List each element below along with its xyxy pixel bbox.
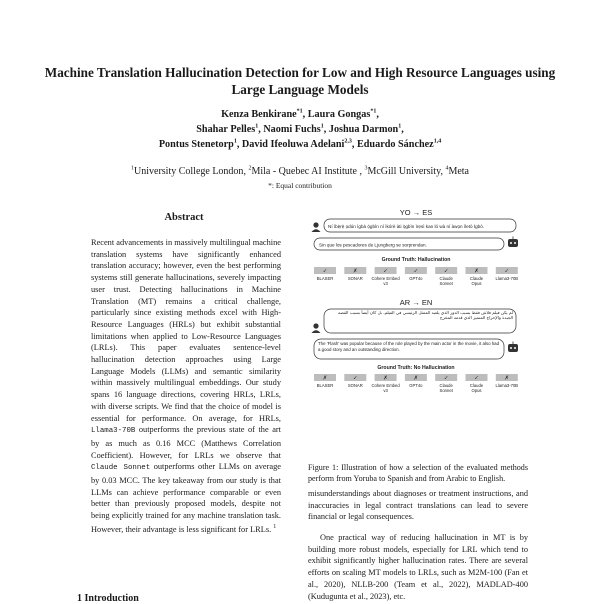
author-sup: 1,4 (433, 138, 442, 145)
author-name: Laura Gongas (307, 109, 371, 120)
author-sup: 2,3 (344, 138, 352, 145)
author-sup: *1 (370, 108, 377, 115)
check-icon: ✓ (352, 375, 358, 382)
paper-title: Machine Translation Hallucination Detection for Low and High Resource Languages using Large Language Models (44, 65, 556, 97)
model-label: Claude (469, 383, 484, 388)
model-label: Sonnet (439, 281, 453, 286)
author-line-1: Kenza Benkirane$^{*1}$, Laura Gongas$^{*1}$, (221, 108, 379, 120)
abstract-body (91, 237, 281, 535)
model-label: v3 (383, 281, 388, 286)
check-icon: ✓ (322, 268, 328, 275)
author-sup: 1 (320, 123, 324, 130)
model-name-code: Claude Sonnet (91, 464, 151, 473)
author-sup: 1 (233, 138, 237, 145)
abstract-text-2: outperforms the previous state of the art by as much as 0.16 MCC (Matthews Correlation Coefficient). However, for LRLs we observe that (91, 425, 281, 460)
cross-icon: ✗ (474, 268, 479, 275)
check-icon: ✓ (504, 268, 510, 275)
figure-caption: Figure 1: Illustration of how a selection of the evaluated methods perform from Yoruba to Spanish and from Arabic to English. (308, 463, 528, 484)
author-name: Eduardo Sánchez (356, 139, 434, 150)
affil-sup: 4 (445, 165, 449, 172)
author-line-3: Pontus Stenetorp$^1$, David Ifeoluwa Adelani$^{2,3}$, Eduardo Sánchez$^{1,4}$ (158, 138, 442, 150)
author-name: Naomi Fuchs (263, 124, 321, 135)
model-name-code: Llama3-70B (91, 427, 136, 436)
model-label: v3 (383, 388, 388, 393)
source-text-1: Ní ìbẹ̀rẹ̀ ọdún ìgbà ọ̀gbìn ní ìkórè àti ọ̀gbìn ìrẹsì kan ló wà ní àwọn ìletò Ìgbò. (328, 224, 485, 229)
affil-name: Meta (448, 166, 469, 177)
author-line-2: Shahar Pelles$^1$, Naomi Fuchs$^1$, Joshua Darmon$^1$, (196, 123, 404, 135)
model-label: SONAR (347, 383, 363, 388)
equal-contribution-note: *: Equal contribution (268, 181, 332, 190)
figure-1 (308, 206, 523, 460)
model-label: Claude (439, 276, 453, 281)
affil-sup: 2 (248, 165, 252, 172)
model-label: BLASER (316, 276, 334, 281)
ground-truth-label-2: Ground Truth: No Hallucination (377, 365, 455, 371)
direction-label-1: YO → ES (399, 208, 433, 217)
user-icon (312, 323, 321, 333)
affil-sup: 1 (131, 165, 134, 172)
translation-text-1: Sin que los pescadores de Ljungberg se sorprendan. (319, 242, 427, 248)
model-label: GPT4o (409, 383, 423, 388)
model-label: SONAR (347, 276, 363, 281)
body-paragraph-1: misunderstandings about diagnoses or treatment instructions, and inaccuracies in legal contract translations can lead to severe financial or legal consequences. (308, 489, 528, 522)
cross-icon: ✗ (322, 375, 328, 382)
check-icon: ✓ (443, 375, 449, 382)
abstract-text-3: outperforms other LLMs on average by 0.03 MCC. The key takeaway from our study is that LLMs can achieve performance comparable or even better than previously proposed models, despite not being explicitly trained for any machine translation task. However, their advantage is less significant for LRLs. (91, 462, 281, 534)
affil-name: McGill University (367, 166, 441, 177)
check-icon: ✓ (413, 268, 419, 275)
model-label: Sonnet (439, 388, 453, 393)
ground-truth-label-1: Ground Truth: Hallucination (381, 257, 451, 263)
affil-name: University College London (134, 166, 244, 177)
cross-icon: ✗ (352, 268, 358, 275)
cross-icon: ✗ (383, 375, 388, 382)
translation-text-2: The 'Flash' was popular because of the role played by the main actor in the movie, it also had a good story and an outstanding direction. (318, 341, 500, 352)
author-name: Joshua Darmon (328, 124, 399, 135)
author-name: Pontus Stenetorp (158, 139, 234, 150)
model-label: Opus (471, 281, 482, 286)
body-paragraph-2: One practical way of reducing hallucination in MT is by building more robust models, especially for LRL which tend to exhibit significantly higher hallucination rates. There are several efforts on scaling MT models to LRLs, such as M2M-100 (Fan et al., 2020), NLLB-200 (Team et al., 2022), MADLAD-400 (Kudugunta et al., 2023), etc. (308, 533, 528, 601)
author-sup: 1 (398, 123, 402, 130)
check-icon: ✓ (474, 375, 479, 382)
affiliations: $^1$University College London, $^2$Mila - Quebec AI Institute , $^3$McGill University, $^4$Meta (131, 165, 469, 177)
author-list (40, 107, 560, 152)
author-sup: 1 (255, 123, 259, 130)
abstract-heading: Abstract (164, 212, 204, 223)
section-heading: 1 Introduction (77, 593, 139, 604)
author-name: Shahar Pelles (196, 124, 256, 135)
cross-icon: ✗ (504, 375, 510, 382)
source-wrap (327, 310, 513, 332)
abstract-text-1: Recent advancements in massively multilingual machine translation systems have significantly enhanced translation accuracy; however, even the best performing systems still generate hallucinations, severely impacting user trust. Detecting hallucinations in Machine Translation (MT) remains a critical challenge, particularly since existing methods excel with High-Resource Languages (HRLs) but exhibit substantial limitations when applied to Low-Resource Languages (LRLs). This paper evaluates sentence-level hallucination detection approaches using Large Language Models (LLMs) and semantic similarity within massively multilingual embeddings. Our study spans 16 language directions, covering HRLs, LRLs, with diverse scripts. We find that the choice of model is essential for performance. On average, for HRLs, (91, 238, 281, 423)
model-label: BLASER (316, 383, 334, 388)
direction-label-2: AR → EN (399, 298, 433, 307)
author-sup: *1 (296, 108, 303, 115)
model-label: Llama3-70B (495, 383, 519, 388)
author-name: David Ifeoluwa Adelani (241, 139, 345, 150)
source-text-2: لم يكن فيلم فلاش فقط بسبب الدور الذي يلعبه الممثل الرئيسي في الفيلم، بل كان أيضاً بسبب القصة الجيدة والإخراج المتميز الذي قدمه المخرج (337, 310, 513, 321)
check-icon: ✓ (443, 268, 449, 275)
affil-sup: 3 (364, 165, 368, 172)
translation-wrap (318, 341, 501, 358)
author-name: Kenza Benkirane (221, 109, 297, 120)
model-label: GPT4o (409, 276, 423, 281)
user-icon (312, 222, 321, 232)
model-label: Cohere Embed (371, 383, 400, 388)
cross-icon: ✗ (413, 375, 419, 382)
model-label: Claude (439, 383, 453, 388)
robot-icon (508, 342, 518, 353)
affil-name: Mila - Quebec AI Institute (251, 166, 357, 177)
footnote-mark: 1 (273, 523, 277, 530)
model-label: Llama3-70B (495, 276, 519, 281)
model-label: Opus (471, 388, 482, 393)
model-label: Claude (469, 276, 484, 281)
model-label: Cohere Embed (371, 276, 400, 281)
check-icon: ✓ (383, 268, 388, 275)
robot-icon (508, 237, 518, 248)
